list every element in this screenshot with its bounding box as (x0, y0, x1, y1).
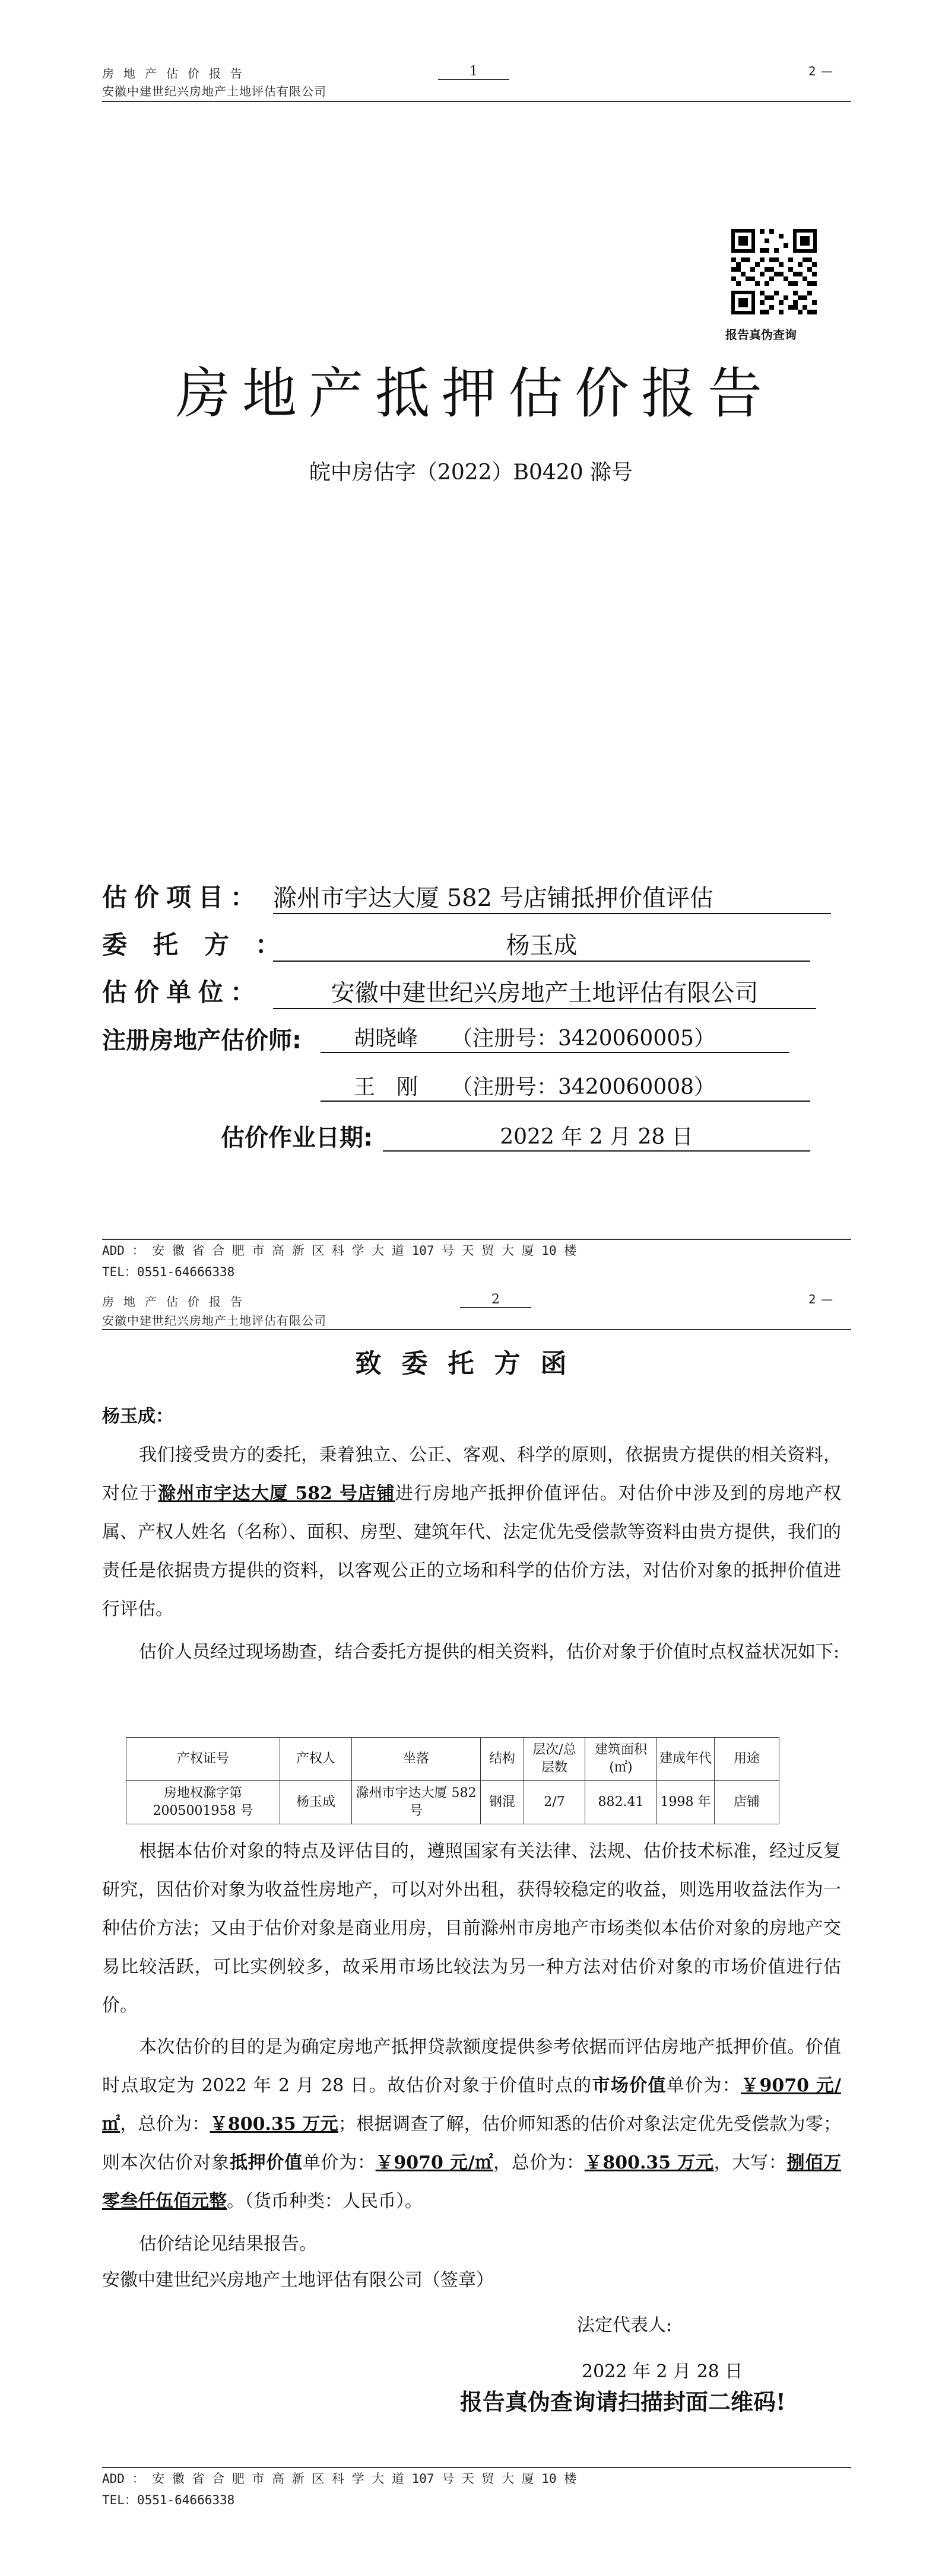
client-value: 杨玉成 (273, 927, 810, 962)
appraiser-1-name: 胡晓峰 (353, 1026, 418, 1051)
p4-b: 单价为： (666, 2075, 741, 2096)
table-header-row (126, 1738, 779, 1781)
footer-rule-p2 (102, 2467, 851, 2468)
footer-tel: TEL：0551-64666338 (102, 1265, 235, 1279)
appraiser-1 (321, 1022, 789, 1053)
paragraph-5: 估价结论见结果报告。 (139, 2234, 317, 2254)
signature-date: 2022 年 2 月 28 日 (582, 2361, 743, 2382)
td-location: 滁州市宇达大厦 582 号 (352, 1781, 481, 1824)
main-title: 房地产抵押估价报告 (175, 362, 774, 425)
qr-caption: 报告真伪查询 (725, 327, 797, 342)
appraiser-label: 注册房地产估价师: (102, 1027, 302, 1054)
report-number: 皖中房估字（2022）B0420 滁号 (309, 460, 633, 485)
property-table-wrap (126, 1737, 779, 1824)
property-table (126, 1737, 779, 1824)
td-year: 1998 年 (657, 1781, 715, 1824)
page-number: 1 (438, 64, 509, 80)
header-company: 安徽中建世纪兴房地产土地评估有限公司 (102, 84, 326, 98)
footer-address: ADD ： 安 徽 省 合 肥 市 高 新 区 科 学 大 道 107 号 天 贸 大 厦 10 楼 (102, 1244, 577, 1258)
p4-f: ，总价为： (493, 2152, 585, 2173)
mortgage-total: ￥800.35 万元 (584, 2152, 714, 2173)
p4-d: ；根据调查了解，估价师知悉的估价对象法定优先受偿款为零；则本次估价对象 (102, 2114, 842, 2173)
qr-code-icon (729, 227, 819, 317)
project-label: 估价项目： (102, 883, 263, 912)
header-rule-p2 (102, 1329, 851, 1330)
p4-h: 。（货币种类：人民币）。 (227, 2191, 423, 2212)
header-right-mark-p2: 2 — (808, 1292, 834, 1306)
p4-e: 单价为： (302, 2152, 376, 2173)
paragraph-1-a: 我们接受贵方的委托，秉着独立、公正、客观、科学的原则，依据贵方提供的相关资料，对位于 (102, 1445, 841, 1504)
mortgage-value-label: 抵押价值 (229, 2152, 303, 2173)
qr-code (729, 227, 819, 317)
td-floor: 2/7 (524, 1781, 585, 1824)
td-owner: 杨玉成 (280, 1781, 352, 1824)
header-title-p2: 房地产估价报告 (102, 1295, 252, 1309)
footer-rule (102, 1239, 851, 1240)
appraiser-1-reg: （注册号：3420060005） (451, 1026, 716, 1051)
amount-in-words: 捌佰万零叁仟伍佰元整 (102, 2152, 842, 2212)
td-structure: 钢混 (481, 1781, 524, 1824)
paragraph-3: 根据本估价对象的特点及评估目的，遵照国家有关法律、法规、估价技术标准，经过反复研究，因估价对象为收益性房地产，可以对外出租，获得较稳定的收益，则选用收益法作为一种估价方法；又由于估价对象是商业用房，目前滁州市房地产市场类似本估价对象的房地产交易比较活跃，可比实例较多，故采用市场比较法为另一种方法对估价对象的市场价值进行估价。 (102, 1841, 841, 2016)
table-row (126, 1781, 779, 1824)
td-use: 店铺 (715, 1781, 779, 1824)
market-unit-price: ￥9070 元/㎡ (102, 2075, 842, 2135)
verify-note: 报告真伪查询请扫描封面二维码! (460, 2389, 786, 2415)
appraiser-2-reg: （注册号：3420060008） (451, 1075, 716, 1099)
letter-title: 致委托方函 (355, 1349, 587, 1379)
appraiser-2-name: 王 刚 (353, 1075, 418, 1099)
market-total: ￥800.35 万元 (210, 2114, 338, 2135)
header-title: 房地产估价报告 (102, 66, 252, 81)
footer-tel-p2: TEL：0551-64666338 (102, 2493, 235, 2507)
th-owner: 产权人 (280, 1738, 352, 1781)
date-label: 估价作业日期: (221, 1124, 373, 1152)
unit-label: 估价单位： (102, 978, 263, 1007)
th-area: 建筑面积(㎡) (585, 1738, 657, 1781)
client-label: 委托方： (102, 930, 307, 959)
unit-value: 安徽中建世纪兴房地产土地评估有限公司 (273, 974, 816, 1009)
header-rule (102, 101, 851, 102)
page-number-p2: 2 (460, 1292, 531, 1308)
legal-representative: 法定代表人: (577, 2315, 673, 2336)
paragraph-1 (102, 1436, 841, 1629)
salutation: 杨玉成： (102, 1406, 173, 1427)
td-area: 882.41 (585, 1781, 657, 1824)
th-floor: 层次/总层数 (524, 1738, 585, 1781)
mortgage-unit-price: ￥9070 元/㎡ (375, 2152, 494, 2173)
date-value: 2022 年 2 月 28 日 (383, 1120, 810, 1152)
project-value: 滁州市宇达大厦 582 号店铺抵押价值评估 (273, 879, 831, 914)
p4-c: ，总价为： (120, 2114, 210, 2135)
p4-a: 本次估价的目的是为确定房地产抵押贷款额度提供参考依据而评估房地产抵押价值。价值时点取定为 2022 年 2 月 28 日。故估价对象于价值时点的 (102, 2037, 841, 2096)
header-company-p2: 安徽中建世纪兴房地产土地评估有限公司 (102, 1314, 326, 1328)
market-value-label: 市场价值 (592, 2075, 667, 2096)
th-structure: 结构 (481, 1738, 524, 1781)
th-location: 坐落 (352, 1738, 481, 1781)
th-cert: 产权证号 (126, 1738, 280, 1781)
signature-company: 安徽中建世纪兴房地产土地评估有限公司（签章） (102, 2270, 494, 2291)
td-cert: 房地权滁字第 2005001958 号 (126, 1781, 280, 1824)
th-use: 用途 (715, 1738, 779, 1781)
paragraph-1-c: 进行房地产抵押价值评估。对估价中涉及到的房地产权属、产权人姓名（名称）、面积、房型、建筑年代、法定优先受偿款等资料由贵方提供，我们的责任是依据贵方提供的资料，以客观公正的立场和科学的估价方法，对估价对象的抵押价值进行评估。 (102, 1483, 842, 1620)
th-year: 建成年代 (657, 1738, 715, 1781)
paragraph-4 (102, 2028, 841, 2221)
appraiser-2 (321, 1070, 810, 1102)
header-right-mark: 2 — (808, 64, 834, 78)
paragraph-2: 估价人员经过现场勘查，结合委托方提供的相关资料，估价对象于价值时点权益状况如下: (139, 1642, 840, 1662)
footer-address-p2: ADD ： 安 徽 省 合 肥 市 高 新 区 科 学 大 道 107 号 天 贸 大 厦 10 楼 (102, 2472, 577, 2486)
p4-g: ，大写： (713, 2152, 787, 2173)
property-location: 滁州市宇达大厦 582 号店铺 (158, 1483, 395, 1504)
